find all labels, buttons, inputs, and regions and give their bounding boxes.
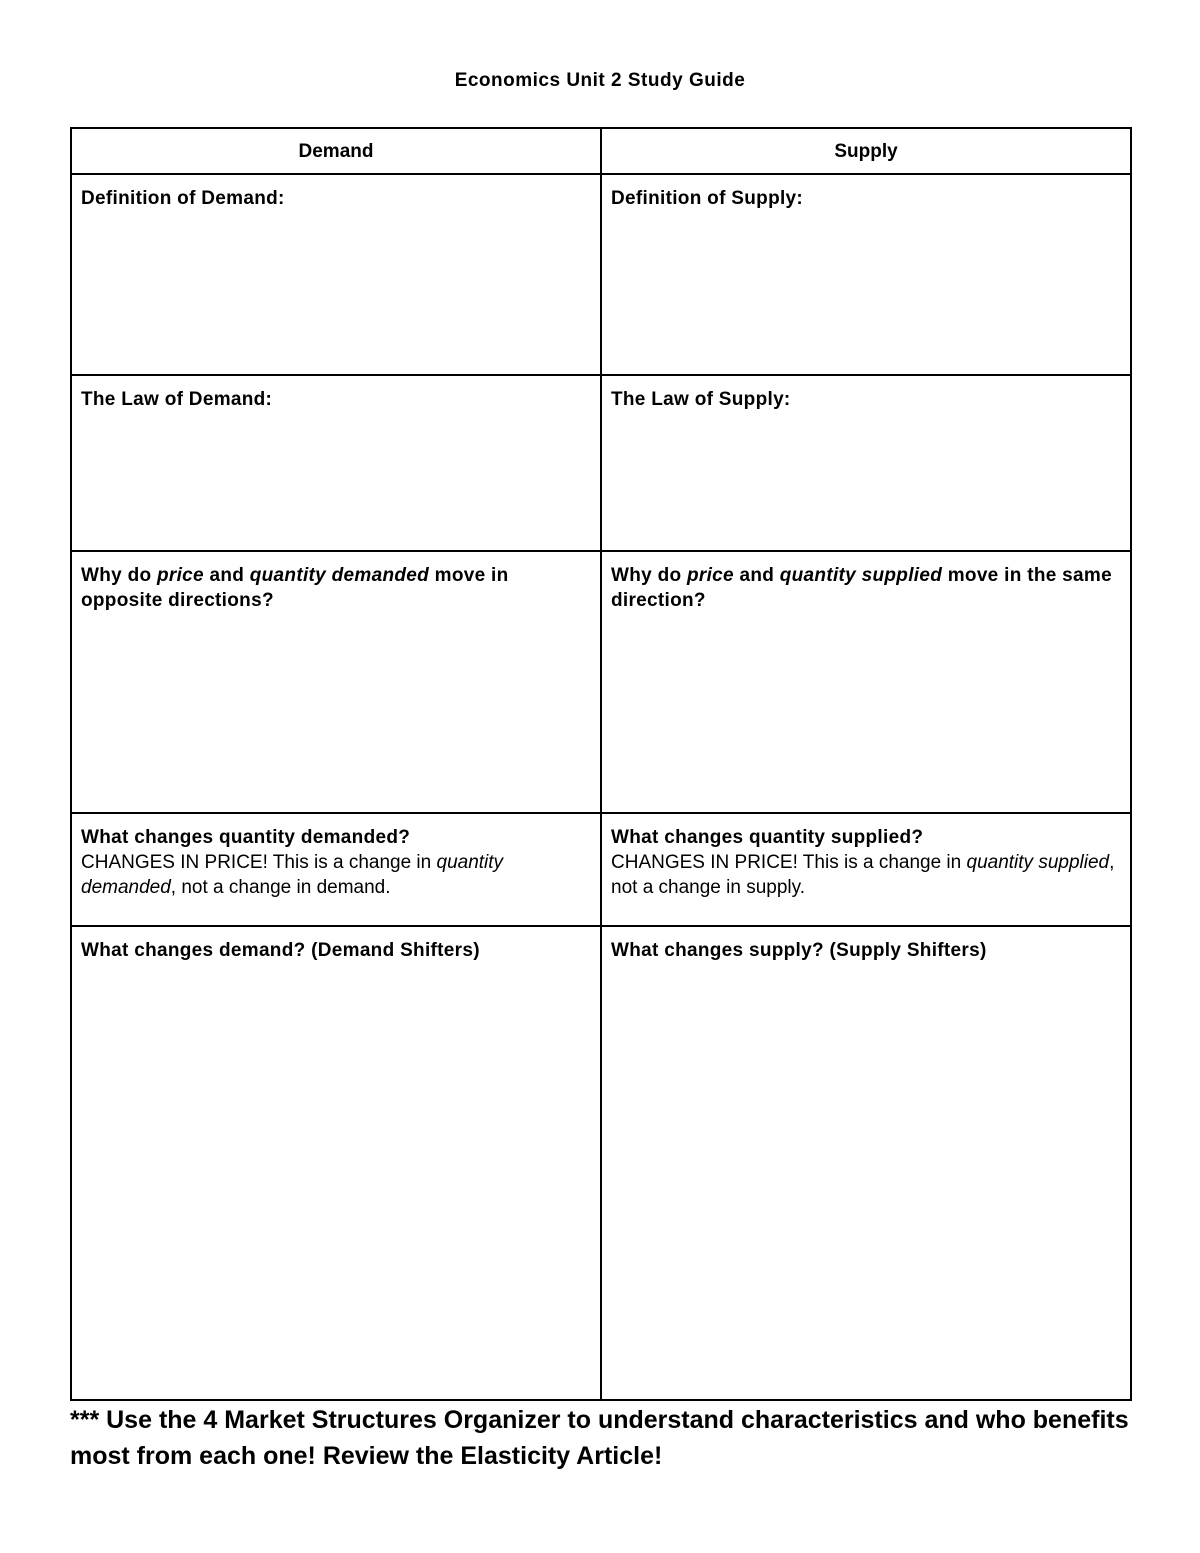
- quantity-supplied-answer-italic: quantity supplied: [966, 852, 1110, 873]
- quantity-supplied-cell[interactable]: [601, 813, 1131, 926]
- quantity-demanded-cell[interactable]: [71, 813, 601, 926]
- definition-demand-cell[interactable]: [71, 174, 601, 375]
- demand-shifters-label: What changes demand? (Demand Shifters): [81, 940, 480, 961]
- demand-shifters-cell[interactable]: [71, 926, 601, 1400]
- table-row: [71, 926, 1131, 1400]
- quantity-supplied-answer: [611, 850, 1121, 900]
- why-demand-italic-price: price: [156, 565, 204, 586]
- quantity-demanded-answer-text-2: , not a change in demand.: [170, 877, 391, 898]
- quantity-supplied-answer-text-2: , not a change in supply.: [611, 852, 1115, 898]
- demand-column-header: Demand: [71, 128, 601, 174]
- definition-supply-label: Definition of Supply:: [611, 188, 804, 209]
- why-demand-text-1: Why do: [81, 565, 157, 586]
- why-supply-text-3: move in the same direction?: [611, 565, 1112, 611]
- quantity-supplied-question: What changes quantity supplied?: [611, 827, 924, 848]
- why-supply-italic-price: price: [686, 565, 734, 586]
- why-demand-italic-quantity: quantity demanded: [249, 565, 430, 586]
- why-demand-cell[interactable]: [71, 551, 601, 813]
- supply-shifters-cell[interactable]: [601, 926, 1131, 1400]
- why-supply-question: [611, 565, 1112, 611]
- quantity-demanded-answer: [81, 850, 591, 900]
- quantity-demanded-question: What changes quantity demanded?: [81, 827, 411, 848]
- why-demand-question: [81, 565, 509, 611]
- supply-shifters-label: What changes supply? (Supply Shifters): [611, 940, 987, 961]
- table-row: [71, 813, 1131, 926]
- why-supply-cell[interactable]: [601, 551, 1131, 813]
- quantity-demanded-answer-text-1: CHANGES IN PRICE! This is a change in: [81, 852, 437, 873]
- page-title: Economics Unit 2 Study Guide: [454, 70, 746, 91]
- why-supply-text-2: and: [733, 565, 780, 586]
- law-supply-cell[interactable]: [601, 375, 1131, 551]
- why-demand-text-3: move in opposite directions?: [81, 565, 509, 611]
- study-guide-table: [70, 127, 1132, 1401]
- quantity-demanded-answer-italic: quantity demanded: [81, 852, 504, 898]
- table-header-row: [71, 128, 1131, 174]
- why-demand-text-2: and: [203, 565, 250, 586]
- why-supply-text-1: Why do: [611, 565, 687, 586]
- table-row: [71, 551, 1131, 813]
- supply-column-header: Supply: [601, 128, 1131, 174]
- quantity-supplied-answer-text-1: CHANGES IN PRICE! This is a change in: [611, 852, 967, 873]
- table-row: [71, 375, 1131, 551]
- definition-demand-label: Definition of Demand:: [81, 188, 285, 209]
- table-row: [71, 174, 1131, 375]
- law-supply-label: The Law of Supply:: [611, 389, 791, 410]
- why-supply-italic-quantity: quantity supplied: [779, 565, 943, 586]
- footer-note: *** Use the 4 Market Structures Organizer to understand characteristics and who benefits most from each one! Review the Elasticity Article!: [70, 1406, 1129, 1470]
- law-demand-label: The Law of Demand:: [81, 389, 273, 410]
- law-demand-cell[interactable]: [71, 375, 601, 551]
- definition-supply-cell[interactable]: [601, 174, 1131, 375]
